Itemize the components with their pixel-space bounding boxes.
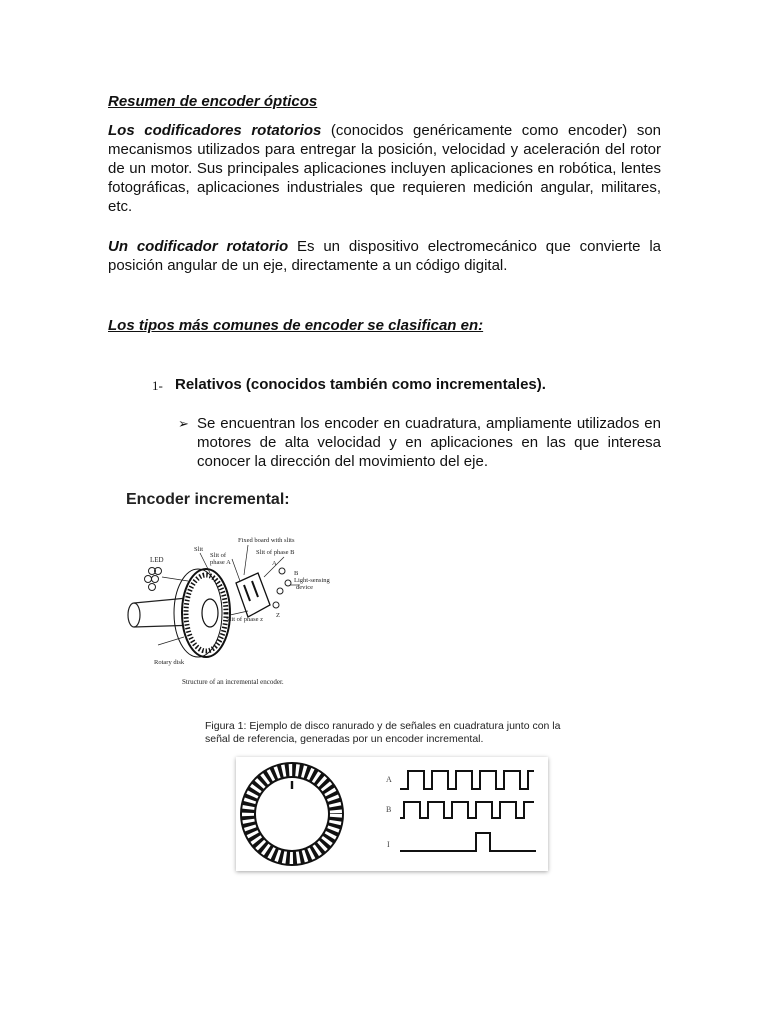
signal-b-waveform [400,802,534,818]
document-title: Resumen de encoder ópticos [108,93,318,110]
label-light-sensing: Light-sensing [294,577,330,584]
label-slit: Slit [194,546,204,553]
encoder-incremental-heading: Encoder incremental: [126,491,290,508]
label-rotary-disk: Rotary disk [154,659,185,666]
signal-label-a: A [386,775,392,784]
signal-a-waveform [400,771,534,789]
paragraph-intro [108,121,661,216]
label-slit-of: Slit of [210,552,227,559]
bullet-text: Se encuentran los encoder en cuadratura, ampliamente utilizados en motores de alta velocidad y en aplicaciones en las que interesa conocer la dirección del movimiento del eje. [197,415,661,470]
led-drawing [145,568,189,591]
figure1-caption-line1: Figura 1: Ejemplo de disco ranurado y de señales en cuadratura junto con la [205,720,561,732]
structure-caption: Structure of an incremental encoder. [182,678,284,686]
label-device: device [296,584,313,591]
paragraph-intro-lead: Los codificadores rotatorios [108,122,322,139]
signal-label-b: B [386,805,392,814]
slotted-disk-icon [240,762,344,866]
label-slit-phase-z: Slit of phase z [226,616,264,623]
types-heading: Los tipos más comunes de encoder se clasifican en: [108,317,484,334]
quadrature-figure-svg [236,757,548,871]
figure1-diagram [236,757,548,871]
signal-i-waveform [400,833,536,851]
label-led: LED [150,556,164,564]
paragraph-definition [108,237,661,275]
label-b: B [294,570,299,577]
paragraph-definition-text: Es un dispositivo electromecánico que convierte la posición angular de un eje, directamente a un código digital. [108,238,661,274]
signal-label-i: I [387,840,390,849]
fixed-board-drawing [236,568,291,617]
paragraph-intro-text: (conocidos genéricamente como encoder) son mecanismos utilizados para entregar la posición, velocidad y aceleración del rotor de un motor. Sus principales aplicaciones incluyen aplicaciones en robótica, lentes fotográficas, aplicaciones industriales que requieren medición angular, militares, etc. [108,122,662,215]
label-slit-phase-b: Slit of phase B [256,549,295,556]
label-fixed-board: Fixed board with slits [238,537,295,544]
label-z: Z [276,612,280,619]
list-number: 1- [152,378,163,393]
rotary-disk-drawing [174,569,230,657]
list-item-title: Relativos (conocidos también como incrementales). [175,376,546,393]
incremental-encoder-structure-diagram [118,525,333,690]
bullet-arrow-icon: ➢ [178,416,189,431]
label-phase-a: phase A [210,559,231,566]
paragraph-definition-lead: Un codificador rotatorio [108,238,289,255]
label-a: A [272,560,277,567]
figure1-caption-line2: señal de referencia, generadas por un encoder incremental. [205,733,484,745]
